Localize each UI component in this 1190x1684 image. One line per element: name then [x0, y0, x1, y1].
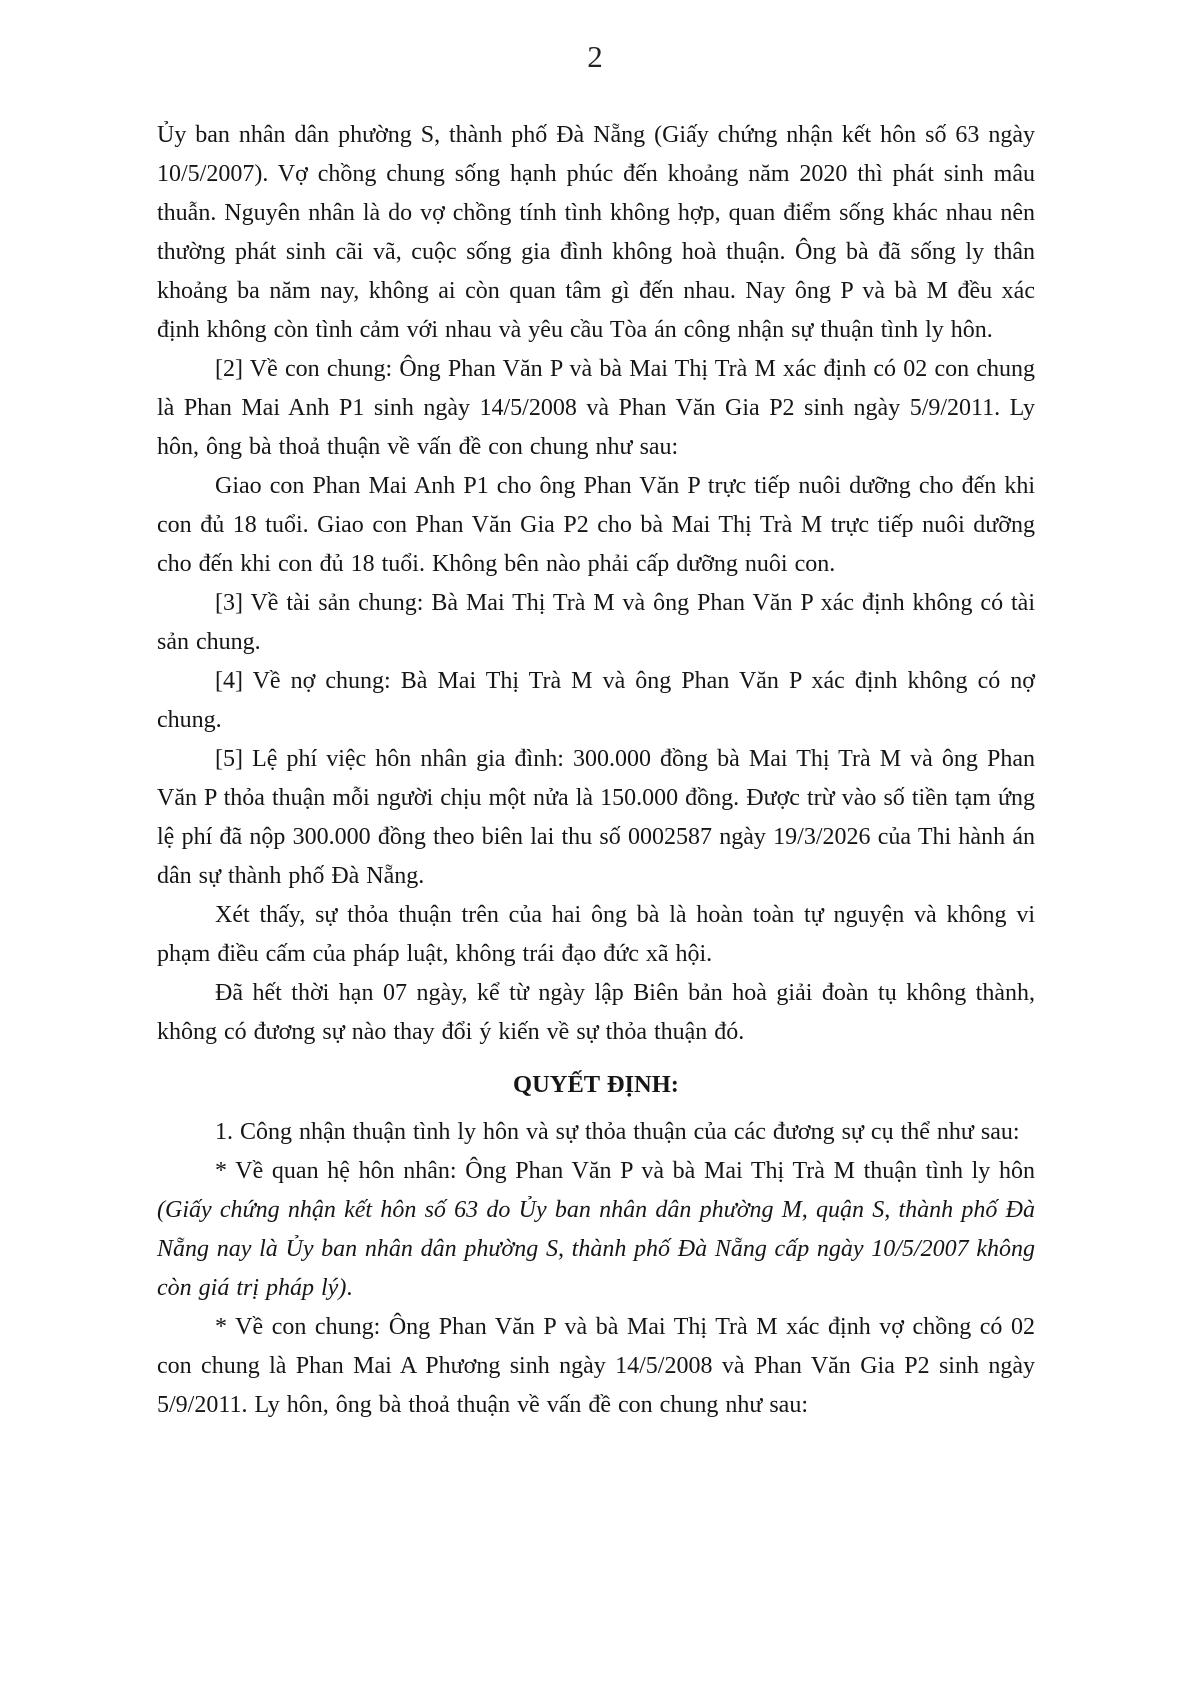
decision-marriage-certificate-note: (Giấy chứng nhận kết hôn số 63 do Ủy ban nhân dân phường M, quận S, thành phố Đà Nẵng nay là Ủy ban nhân dân phường S, thành phố Đà Nẵng cấp ngày 10/5/2007 không còn giá trị pháp lý)	[157, 1197, 1035, 1301]
paragraph-decision-marriage	[157, 1152, 1035, 1308]
paragraph-mediation-deadline: Đã hết thời hạn 07 ngày, kể từ ngày lập Biên bản hoà giải đoàn tụ không thành, không có đương sự nào thay đổi ý kiến về sự thỏa thuận đó.	[157, 980, 1035, 1045]
decision-heading: QUYẾT ĐỊNH:	[513, 1071, 679, 1098]
paragraph-3-common-property: [3] Về tài sản chung: Bà Mai Thị Trà M và ông Phan Văn P xác định không có tài sản chung.	[157, 590, 1035, 655]
paragraph-2-children: [2] Về con chung: Ông Phan Văn P và bà Mai Thị Trà M xác định có 02 con chung là Phan Mai Anh P1 sinh ngày 14/5/2008 và Phan Văn Gia P2 sinh ngày 5/9/2011. Ly hôn, ông bà thoả thuận về vấn đề con chung như sau:	[157, 356, 1035, 460]
paragraph-decision-recognition: 1. Công nhận thuận tình ly hôn và sự thỏa thuận của các đương sự cụ thể như sau:	[215, 1119, 1020, 1145]
document-body	[157, 116, 1035, 1425]
paragraph-custody-agreement: Giao con Phan Mai Anh P1 cho ông Phan Văn P trực tiếp nuôi dưỡng cho đến khi con đủ 18 tuổi. Giao con Phan Văn Gia P2 cho bà Mai Thị Trà M trực tiếp nuôi dưỡng cho đến khi con đủ 18 tuổi. Không bên nào phải cấp dưỡng nuôi con.	[157, 473, 1035, 577]
decision-marriage-closing: .	[346, 1275, 353, 1301]
decision-marriage-text: * Về quan hệ hôn nhân: Ông Phan Văn P và bà Mai Thị Trà M thuận tình ly hôn	[215, 1158, 1035, 1184]
page-number: 2	[587, 39, 603, 74]
paragraph-marriage-history: Ủy ban nhân dân phường S, thành phố Đà Nẵng (Giấy chứng nhận kết hôn số 63 ngày 10/5/2007). Vợ chồng chung sống hạnh phúc đến khoảng năm 2020 thì phát sinh mâu thuẫn. Nguyên nhân là do vợ chồng tính tình không hợp, quan điểm sống khác nhau nên thường phát sinh cãi vã, cuộc sống gia đình không hoà thuận. Ông bà đã sống ly thân khoảng ba năm nay, không ai còn quan tâm gì đến nhau. Nay ông P và bà M đều xác định không còn tình cảm với nhau và yêu cầu Tòa án công nhận sự thuận tình ly hôn.	[157, 122, 1035, 343]
paragraph-court-assessment: Xét thấy, sự thỏa thuận trên của hai ông bà là hoàn toàn tự nguyện và không vi phạm điều cấm của pháp luật, không trái đạo đức xã hội.	[157, 902, 1035, 967]
paragraph-decision-children: * Về con chung: Ông Phan Văn P và bà Mai Thị Trà M xác định vợ chồng có 02 con chung là Phan Mai A Phương sinh ngày 14/5/2008 và Phan Văn Gia P2 sinh ngày 5/9/2011. Ly hôn, ông bà thoả thuận về vấn đề con chung như sau:	[157, 1314, 1035, 1418]
paragraph-4-common-debt: [4] Về nợ chung: Bà Mai Thị Trà M và ông Phan Văn P xác định không có nợ chung.	[157, 668, 1035, 733]
paragraph-5-court-fee: [5] Lệ phí việc hôn nhân gia đình: 300.000 đồng bà Mai Thị Trà M và ông Phan Văn P thỏa thuận mỗi người chịu một nửa là 150.000 đồng. Được trừ vào số tiền tạm ứng lệ phí đã nộp 300.000 đồng theo biên lai thu số 0002587 ngày 19/3/2026 của Thi hành án dân sự thành phố Đà Nẵng.	[157, 746, 1035, 889]
